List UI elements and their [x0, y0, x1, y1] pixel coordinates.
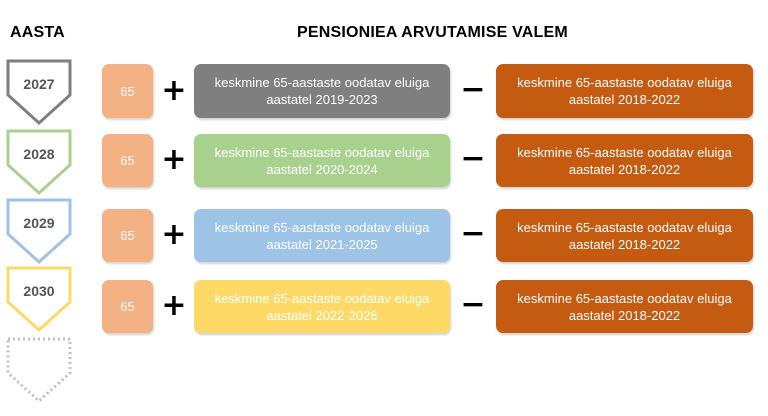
- year-label: 2029: [23, 215, 55, 231]
- current-life-expectancy-box: keskmine 65-aastaste oodatav eluiga aastatel 2022-2026: [194, 280, 450, 333]
- plus-operator: +: [161, 73, 187, 108]
- base-life-expectancy-box: keskmine 65-aastaste oodatav eluiga aastatel 2018-2022: [496, 209, 753, 262]
- minus-operator: −: [460, 141, 486, 176]
- year-label: 2028: [23, 146, 55, 162]
- base-age-box: 65: [102, 64, 153, 118]
- current-life-expectancy-box: keskmine 65-aastaste oodatav eluiga aastatel 2021-2025: [194, 209, 450, 262]
- year-pentagon-2030: [5, 265, 73, 333]
- minus-operator: −: [460, 216, 486, 251]
- base-life-expectancy-box: keskmine 65-aastaste oodatav eluiga aastatel 2018-2022: [496, 134, 753, 187]
- year-label: 2030: [23, 283, 55, 299]
- pentagon-arrow-icon: [5, 265, 73, 333]
- year-pentagon-2027: [5, 58, 73, 126]
- year-pentagon-2029: [5, 197, 73, 265]
- base-age-box: 65: [102, 134, 153, 187]
- base-life-expectancy-box: keskmine 65-aastaste oodatav eluiga aastatel 2018-2022: [496, 280, 753, 333]
- dotted-pentagon-icon: [5, 336, 73, 404]
- base-life-expectancy-box: keskmine 65-aastaste oodatav eluiga aastatel 2018-2022: [496, 64, 753, 118]
- base-age-box: 65: [102, 209, 153, 262]
- pentagon-arrow-icon: [5, 58, 73, 126]
- formula-title: PENSIONIEA ARVUTAMISE VALEM: [297, 24, 568, 41]
- current-life-expectancy-box: keskmine 65-aastaste oodatav eluiga aastatel 2019-2023: [194, 64, 450, 118]
- minus-operator: −: [460, 287, 486, 322]
- minus-operator: −: [460, 72, 486, 107]
- current-life-expectancy-box: keskmine 65-aastaste oodatav eluiga aastatel 2020-2024: [194, 134, 450, 187]
- pentagon-arrow-icon: [5, 128, 73, 196]
- plus-operator: +: [161, 142, 187, 177]
- plus-operator: +: [161, 217, 187, 252]
- year-label: 2027: [23, 76, 55, 92]
- pentagon-arrow-icon: [5, 197, 73, 265]
- year-pentagon-2028: [5, 128, 73, 196]
- year-header: AASTA: [10, 24, 65, 41]
- base-age-box: 65: [102, 280, 153, 333]
- future-year-placeholder: [5, 336, 73, 404]
- plus-operator: +: [161, 288, 187, 323]
